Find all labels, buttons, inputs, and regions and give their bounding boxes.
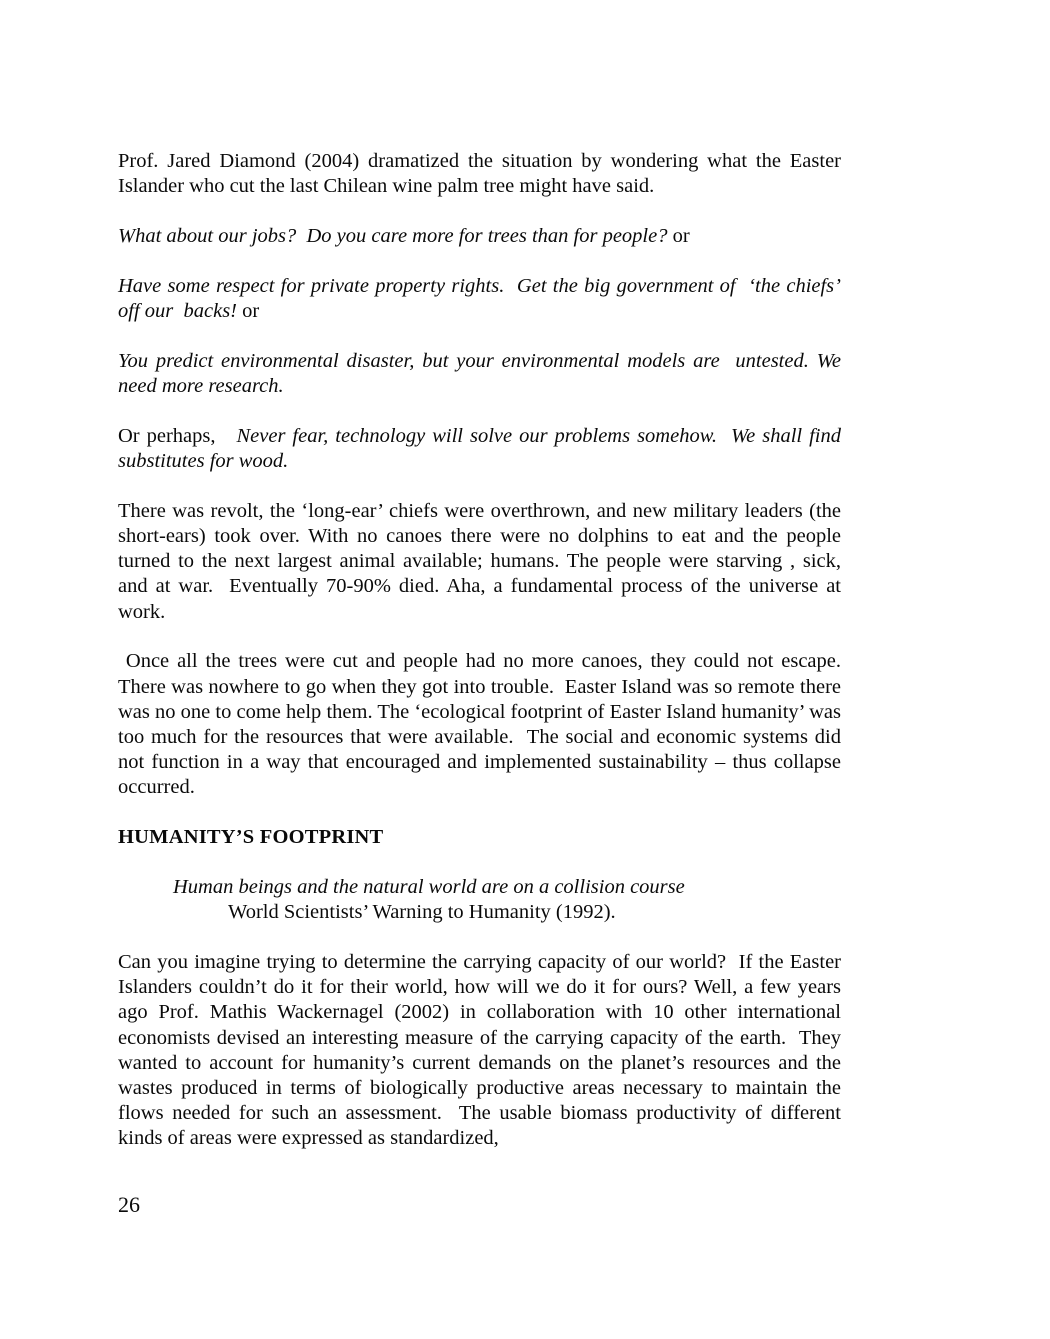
epigraph <box>118 875 841 925</box>
page-body-text <box>118 149 847 1176</box>
quote-environmental-models: You predict environmental disaster, but your environmental models are untested. We need more research. <box>118 349 847 397</box>
paragraph-or-perhaps <box>118 424 847 474</box>
quote-property-rights-italic: Have some respect for private property rights. Get the big government of ‘the chiefs’ off our backs! <box>118 274 847 322</box>
quote-jobs-italic: What about our jobs? Do you care more for trees than for people? <box>118 225 668 247</box>
epigraph-quote: Human beings and the natural world are on a collision course <box>173 876 685 899</box>
or-perhaps-italic: Never fear, technology will solve our problems somehow. We shall find substitutes for wood. <box>118 424 847 472</box>
paragraph-revolt: There was revolt, the ‘long-ear’ chiefs were overthrown, and new military leaders (the short-ears) took over. With no canoes there were no dolphins to eat and the people turned to the next largest animal available; humans. The people were starving , sick, and at war. Eventually 70-90% died. Aha, a fundamental process of the universe at work. <box>118 499 847 623</box>
paragraph-diamond-intro: Prof. Jared Diamond (2004) dramatized the situation by wondering what the Easter Islander who cut the last Chilean wine palm tree might have said. <box>118 150 847 198</box>
paragraph-carrying-capacity: Can you imagine trying to determine the carrying capacity of our world? If the Easter Islanders couldn’t do it for their world, how will we do it for ours? Well, a few years ago Prof. Mathis Wackernagel (2002) in collaboration with 10 other international economists devised an interesting measure of the carrying capacity of the earth. They wanted to account for humanity’s current demands on the planet’s resources and the wastes produced in terms of biologically productive areas necessary to maintain the flows needed for such an assessment. The usable biomass productivity of different kinds of areas were expressed as standardized, <box>118 951 847 1150</box>
page-number: 26 <box>118 1192 140 1217</box>
quote-property-rights <box>118 274 847 324</box>
or-perhaps-roman: Or perhaps, <box>118 424 237 447</box>
quote-property-rights-or: or <box>237 300 260 322</box>
quote-jobs <box>118 224 841 249</box>
paragraph-collapse: Once all the trees were cut and people had no more canoes, they could not escape. There was nowhere to go when they got into trouble. Easter Island was so remote there was no one to come help them. The ‘ecological footprint of Easter Island humanity’ was too much for the resources that were available. The social and economic systems did not function in a way that encouraged and implemented sustainability – thus collapse occurred. <box>118 650 847 799</box>
quote-jobs-or: or <box>667 225 690 247</box>
epigraph-attribution: World Scientists’ Warning to Humanity (1992). <box>228 901 616 924</box>
section-heading: HUMANITY’S FOOTPRINT <box>118 826 384 849</box>
